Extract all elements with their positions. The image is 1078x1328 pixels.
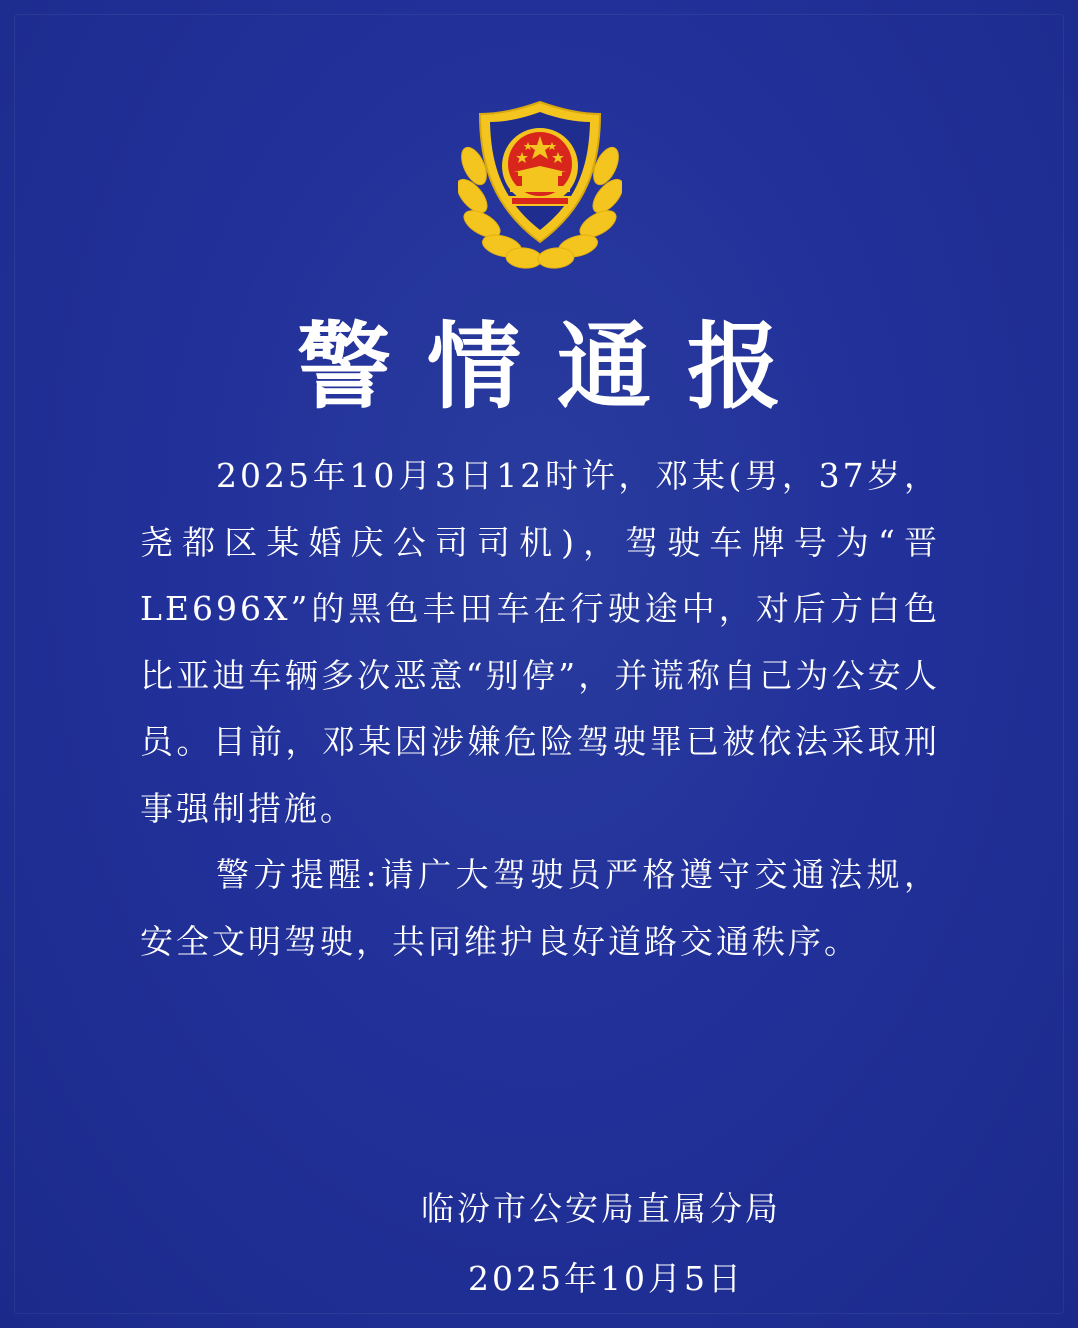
notice-reminder: 警方提醒:请广大驾驶员严格遵守交通法规，安全文明驾驶，共同维护良好道路交通秩序。	[140, 855, 940, 961]
notice-title: 警情通报	[296, 313, 817, 422]
signoff	[0, 1178, 1078, 1310]
issuer-name: 临汾市公安局直属分局	[421, 1189, 781, 1228]
notice-body	[140, 443, 940, 975]
notice-paragraph: 2025年10月3日12时许，邓某(男，37岁，尧都区某婚庆公司司机)，驾驶车牌号为“晋LE696X”的黑色丰田车在行驶途中，对后方白色比亚迪车辆多次恶意“别停”，并谎称自己为公安人员。目前，邓某因涉嫌危险驾驶罪已被依法采取刑事强制措施。	[140, 456, 940, 828]
police-emblem-icon	[458, 96, 622, 270]
issue-date: 2025年10月5日	[468, 1259, 744, 1298]
